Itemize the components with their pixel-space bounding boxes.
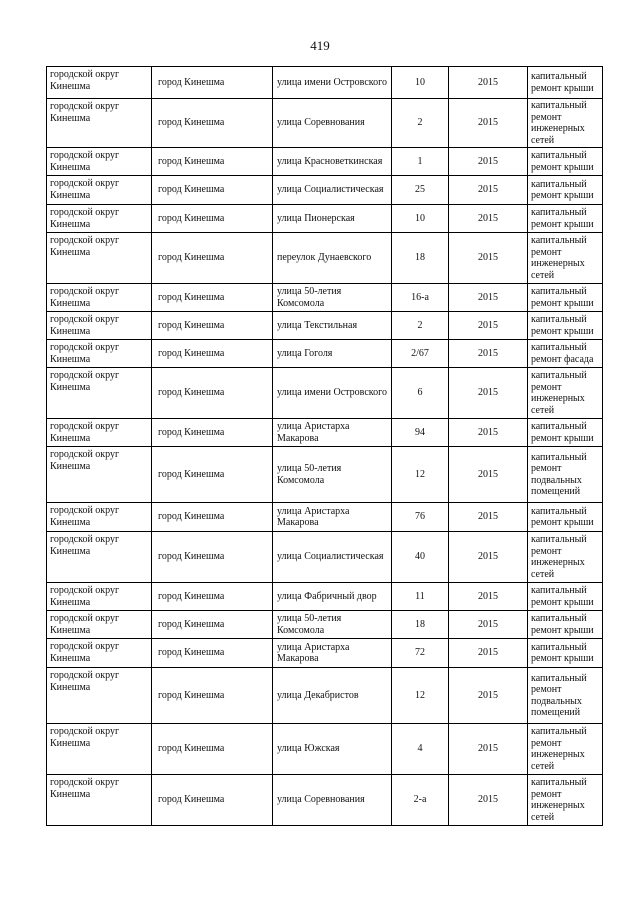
cell-city: город Кинешма — [152, 67, 273, 99]
cell-okrug: городской округ Кинешма — [47, 368, 152, 419]
cell-okrug: городской округ Кинешма — [47, 611, 152, 639]
cell-city: город Кинешма — [152, 775, 273, 826]
cell-work: капитальный ремонт крыши — [528, 176, 603, 205]
cell-house: 40 — [392, 532, 449, 583]
cell-house: 1 — [392, 148, 449, 176]
cell-year: 2015 — [449, 668, 528, 724]
cell-year: 2015 — [449, 447, 528, 503]
cell-street: улица Южская — [273, 724, 392, 775]
cell-work: капитальный ремонт инженерных сетей — [528, 99, 603, 148]
cell-work: капитальный ремонт инженерных сетей — [528, 724, 603, 775]
cell-okrug: городской округ Кинешма — [47, 639, 152, 668]
cell-work: капитальный ремонт фасада — [528, 340, 603, 368]
table-row — [47, 233, 603, 284]
repair-schedule-table — [46, 66, 603, 826]
cell-work: капитальный ремонт крыши — [528, 639, 603, 668]
cell-year: 2015 — [449, 205, 528, 233]
cell-okrug: городской округ Кинешма — [47, 233, 152, 284]
cell-okrug: городской округ Кинешма — [47, 312, 152, 340]
cell-city: город Кинешма — [152, 583, 273, 611]
cell-house: 76 — [392, 503, 449, 532]
cell-house: 11 — [392, 583, 449, 611]
cell-street: переулок Дунаевского — [273, 233, 392, 284]
cell-city: город Кинешма — [152, 233, 273, 284]
table-row — [47, 668, 603, 724]
cell-house: 6 — [392, 368, 449, 419]
table-row — [47, 312, 603, 340]
cell-house: 16-а — [392, 284, 449, 312]
cell-okrug: городской округ Кинешма — [47, 67, 152, 99]
cell-city: город Кинешма — [152, 724, 273, 775]
cell-year: 2015 — [449, 639, 528, 668]
cell-house: 12 — [392, 668, 449, 724]
cell-city: город Кинешма — [152, 176, 273, 205]
table-row — [47, 368, 603, 419]
cell-house: 2-а — [392, 775, 449, 826]
cell-city: город Кинешма — [152, 368, 273, 419]
cell-work: капитальный ремонт крыши — [528, 205, 603, 233]
cell-year: 2015 — [449, 611, 528, 639]
cell-house: 2 — [392, 312, 449, 340]
cell-street: улица Красноветкинская — [273, 148, 392, 176]
cell-house: 10 — [392, 205, 449, 233]
cell-city: город Кинешма — [152, 312, 273, 340]
cell-okrug: городской округ Кинешма — [47, 532, 152, 583]
cell-street: улица Декабристов — [273, 668, 392, 724]
cell-house: 72 — [392, 639, 449, 668]
cell-street: улица Текстильная — [273, 312, 392, 340]
page-number: 419 — [310, 38, 330, 53]
cell-work: капитальный ремонт инженерных сетей — [528, 368, 603, 419]
cell-year: 2015 — [449, 503, 528, 532]
cell-year: 2015 — [449, 312, 528, 340]
cell-street: улица имени Островского — [273, 368, 392, 419]
cell-okrug: городской округ Кинешма — [47, 775, 152, 826]
cell-street: улица 50-летия Комсомола — [273, 447, 392, 503]
cell-house: 2 — [392, 99, 449, 148]
table-body — [47, 67, 603, 826]
cell-street: улица Соревнования — [273, 775, 392, 826]
cell-city: город Кинешма — [152, 284, 273, 312]
cell-okrug: городской округ Кинешма — [47, 447, 152, 503]
table-row — [47, 67, 603, 99]
table-row — [47, 99, 603, 148]
cell-work: капитальный ремонт инженерных сетей — [528, 532, 603, 583]
cell-street: улица 50-летия Комсомола — [273, 611, 392, 639]
cell-year: 2015 — [449, 583, 528, 611]
table-row — [47, 532, 603, 583]
cell-year: 2015 — [449, 775, 528, 826]
cell-okrug: городской округ Кинешма — [47, 340, 152, 368]
cell-city: город Кинешма — [152, 532, 273, 583]
table-row — [47, 447, 603, 503]
cell-work: капитальный ремонт инженерных сетей — [528, 233, 603, 284]
table-row — [47, 205, 603, 233]
cell-city: город Кинешма — [152, 503, 273, 532]
cell-house: 12 — [392, 447, 449, 503]
cell-city: город Кинешма — [152, 205, 273, 233]
cell-city: город Кинешма — [152, 99, 273, 148]
cell-city: город Кинешма — [152, 611, 273, 639]
cell-city: город Кинешма — [152, 668, 273, 724]
cell-street: улица 50-летия Комсомола — [273, 284, 392, 312]
cell-year: 2015 — [449, 67, 528, 99]
cell-house: 18 — [392, 611, 449, 639]
cell-street: улица Социалистическая — [273, 176, 392, 205]
table-row — [47, 340, 603, 368]
cell-city: город Кинешма — [152, 148, 273, 176]
cell-work: капитальный ремонт подвальных помещений — [528, 447, 603, 503]
cell-street: улица Пионерская — [273, 205, 392, 233]
table-row — [47, 775, 603, 826]
cell-street: улица Фабричный двор — [273, 583, 392, 611]
cell-house: 25 — [392, 176, 449, 205]
cell-year: 2015 — [449, 340, 528, 368]
cell-work: капитальный ремонт крыши — [528, 419, 603, 447]
cell-house: 2/67 — [392, 340, 449, 368]
table-row — [47, 419, 603, 447]
cell-work: капитальный ремонт подвальных помещений — [528, 668, 603, 724]
cell-house: 4 — [392, 724, 449, 775]
table-row — [47, 503, 603, 532]
cell-street: улица Аристарха Макарова — [273, 419, 392, 447]
cell-work: капитальный ремонт крыши — [528, 148, 603, 176]
cell-work: капитальный ремонт крыши — [528, 312, 603, 340]
table-row — [47, 176, 603, 205]
cell-work: капитальный ремонт крыши — [528, 611, 603, 639]
cell-year: 2015 — [449, 419, 528, 447]
table-row — [47, 639, 603, 668]
cell-house: 94 — [392, 419, 449, 447]
cell-work: капитальный ремонт крыши — [528, 67, 603, 99]
cell-okrug: городской округ Кинешма — [47, 99, 152, 148]
cell-year: 2015 — [449, 724, 528, 775]
cell-street: улица Социалистическая — [273, 532, 392, 583]
cell-street: улица Гоголя — [273, 340, 392, 368]
cell-okrug: городской округ Кинешма — [47, 419, 152, 447]
cell-city: город Кинешма — [152, 447, 273, 503]
cell-city: город Кинешма — [152, 340, 273, 368]
cell-house: 18 — [392, 233, 449, 284]
table-row — [47, 148, 603, 176]
cell-city: город Кинешма — [152, 419, 273, 447]
cell-work: капитальный ремонт инженерных сетей — [528, 775, 603, 826]
cell-year: 2015 — [449, 284, 528, 312]
cell-city: город Кинешма — [152, 639, 273, 668]
table-row — [47, 611, 603, 639]
cell-okrug: городской округ Кинешма — [47, 284, 152, 312]
cell-year: 2015 — [449, 233, 528, 284]
table-row — [47, 583, 603, 611]
cell-street: улица Аристарха Макарова — [273, 639, 392, 668]
cell-house: 10 — [392, 67, 449, 99]
cell-okrug: городской округ Кинешма — [47, 176, 152, 205]
cell-year: 2015 — [449, 148, 528, 176]
table-row — [47, 724, 603, 775]
cell-year: 2015 — [449, 176, 528, 205]
table-row — [47, 284, 603, 312]
cell-okrug: городской округ Кинешма — [47, 148, 152, 176]
cell-street: улица Аристарха Макарова — [273, 503, 392, 532]
cell-year: 2015 — [449, 99, 528, 148]
cell-street: улица имени Островского — [273, 67, 392, 99]
cell-okrug: городской округ Кинешма — [47, 724, 152, 775]
cell-work: капитальный ремонт крыши — [528, 583, 603, 611]
cell-okrug: городской округ Кинешма — [47, 583, 152, 611]
cell-work: капитальный ремонт крыши — [528, 503, 603, 532]
cell-street: улица Соревнования — [273, 99, 392, 148]
cell-okrug: городской округ Кинешма — [47, 668, 152, 724]
cell-okrug: городской округ Кинешма — [47, 503, 152, 532]
cell-year: 2015 — [449, 368, 528, 419]
cell-work: капитальный ремонт крыши — [528, 284, 603, 312]
cell-okrug: городской округ Кинешма — [47, 205, 152, 233]
cell-year: 2015 — [449, 532, 528, 583]
